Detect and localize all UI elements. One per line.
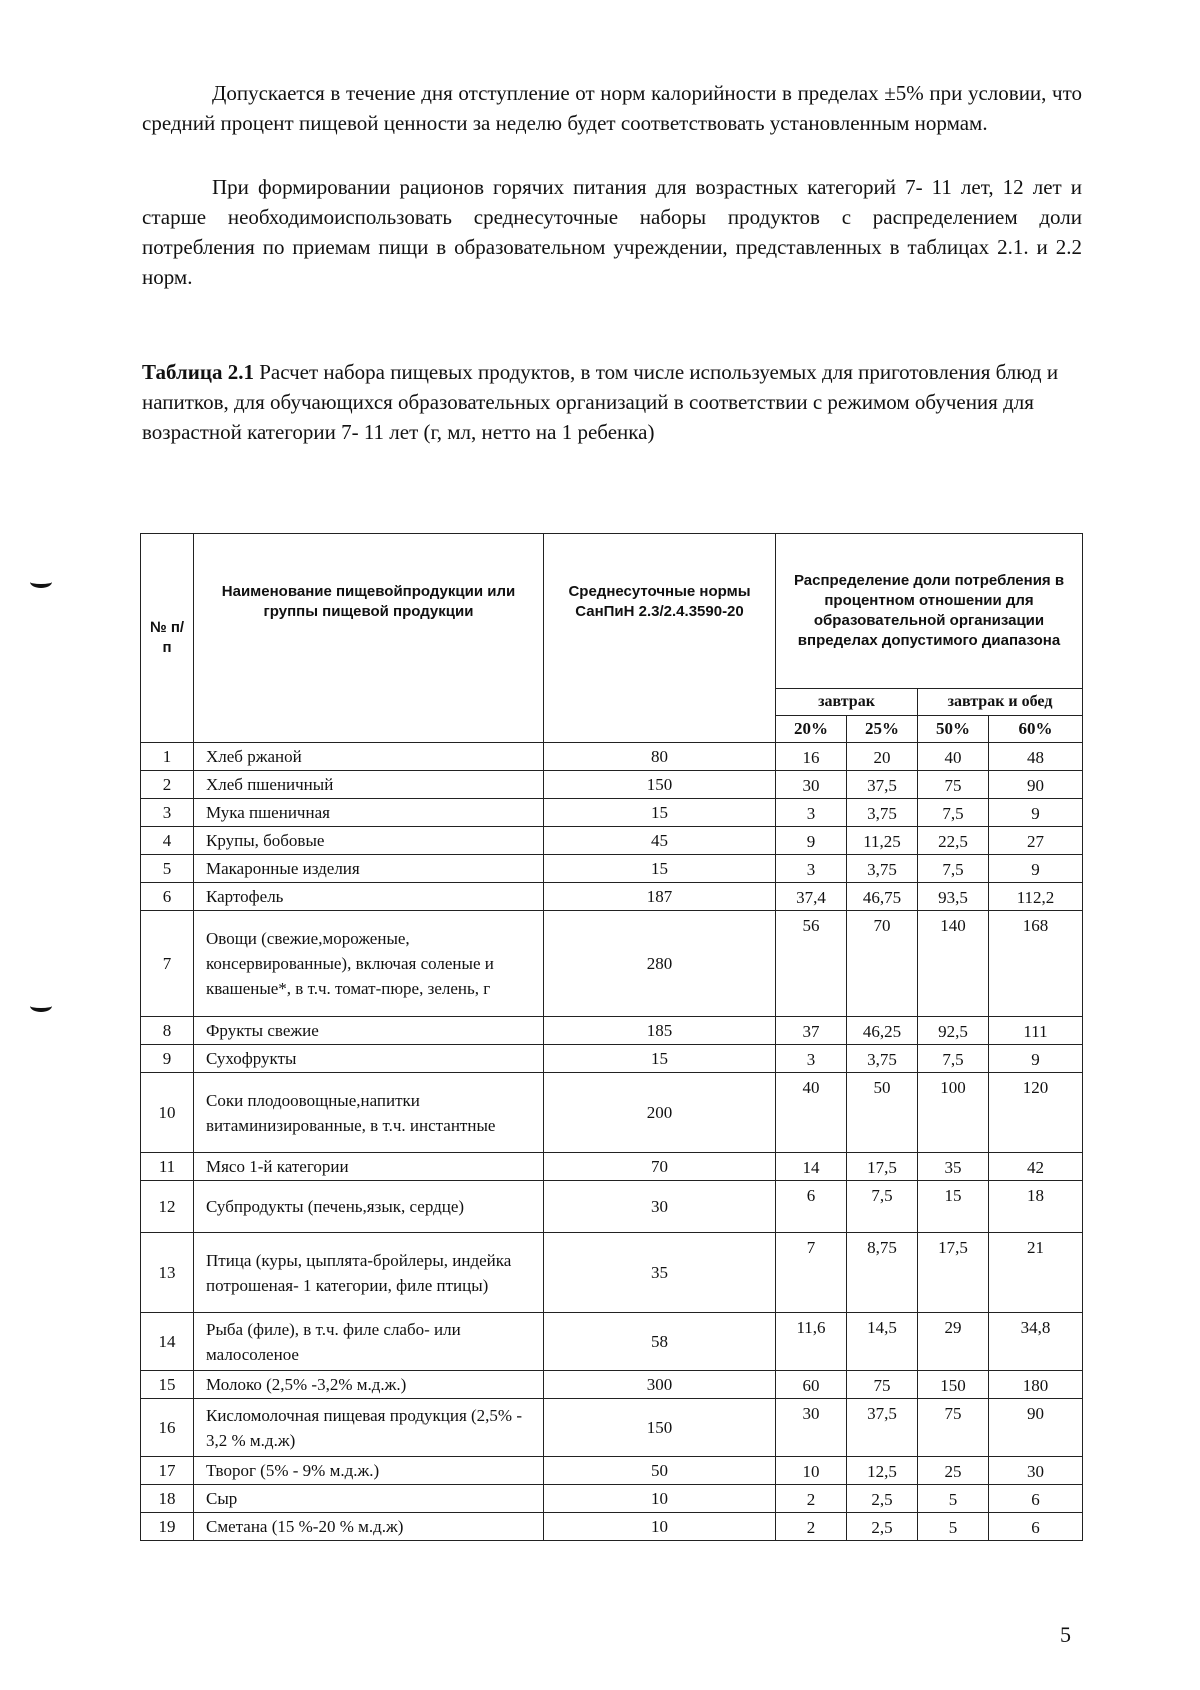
table-row xyxy=(141,1181,1083,1233)
product-name: Сыр xyxy=(194,1485,544,1513)
page-number: 5 xyxy=(1060,1622,1071,1647)
value-25: 3,75 xyxy=(847,1045,918,1073)
table-caption xyxy=(142,357,1082,447)
value-60: 30 xyxy=(989,1457,1083,1485)
daily-norm: 15 xyxy=(544,799,776,827)
table-row xyxy=(141,855,1083,883)
value-60: 180 xyxy=(989,1371,1083,1399)
table-row xyxy=(141,1457,1083,1485)
product-name: Субпродукты (печень,язык, сердце) xyxy=(194,1181,544,1233)
table-row xyxy=(141,1045,1083,1073)
value-25: 14,5 xyxy=(847,1313,918,1371)
value-20: 3 xyxy=(776,1045,847,1073)
value-50: 29 xyxy=(918,1313,989,1371)
daily-norm: 30 xyxy=(544,1181,776,1233)
table-row xyxy=(141,799,1083,827)
value-25: 8,75 xyxy=(847,1233,918,1313)
product-name: Крупы, бобовые xyxy=(194,827,544,855)
value-50: 150 xyxy=(918,1371,989,1399)
table-row xyxy=(141,1485,1083,1513)
row-number: 14 xyxy=(141,1313,194,1371)
value-20: 2 xyxy=(776,1513,847,1541)
value-60: 90 xyxy=(989,1399,1083,1457)
scan-mark xyxy=(30,576,52,588)
table-row xyxy=(141,1313,1083,1371)
row-number: 15 xyxy=(141,1371,194,1399)
value-50: 25 xyxy=(918,1457,989,1485)
value-25: 7,5 xyxy=(847,1181,918,1233)
value-25: 37,5 xyxy=(847,1399,918,1457)
table-row xyxy=(141,1153,1083,1181)
value-60: 48 xyxy=(989,743,1083,771)
daily-norm: 10 xyxy=(544,1513,776,1541)
value-20: 14 xyxy=(776,1153,847,1181)
product-name: Рыба (филе), в т.ч. филе слабо- или малосоленое xyxy=(194,1313,544,1371)
header-pct-25: 25% xyxy=(847,716,918,743)
value-20: 3 xyxy=(776,799,847,827)
value-50: 35 xyxy=(918,1153,989,1181)
value-25: 46,25 xyxy=(847,1017,918,1045)
value-50: 5 xyxy=(918,1485,989,1513)
header-name: Наименование пищевойпродукции или группы пищевой продукции xyxy=(194,534,544,743)
value-50: 22,5 xyxy=(918,827,989,855)
value-25: 3,75 xyxy=(847,799,918,827)
paragraph-ration-formation: При формировании рационов горячих питания для возрастных категорий 7- 11 лет, 12 лет и старше необходимоиспользовать среднесуточные наборы продуктов с распределением доли потребления по приемам пищи в образовательном учреждении, представленных в таблицах 2.1. и 2.2 норм. xyxy=(142,175,1082,289)
product-name: Макаронные изделия xyxy=(194,855,544,883)
table-caption-text: Расчет набора пищевых продуктов, в том числе используемых для приготовления блюд и напитков, для обучающихся образовательных организаций в соответствии с режимом обучения для возрастной категории 7- 11 лет (г, мл, нетто на 1 ребенка) xyxy=(142,360,1059,444)
value-50: 5 xyxy=(918,1513,989,1541)
row-number: 4 xyxy=(141,827,194,855)
table-row xyxy=(141,911,1083,1017)
table-row xyxy=(141,771,1083,799)
value-50: 75 xyxy=(918,771,989,799)
daily-norm: 35 xyxy=(544,1233,776,1313)
value-60: 9 xyxy=(989,799,1083,827)
value-60: 21 xyxy=(989,1233,1083,1313)
value-60: 90 xyxy=(989,771,1083,799)
row-number: 19 xyxy=(141,1513,194,1541)
value-25: 46,75 xyxy=(847,883,918,911)
value-50: 92,5 xyxy=(918,1017,989,1045)
value-50: 40 xyxy=(918,743,989,771)
value-20: 7 xyxy=(776,1233,847,1313)
header-pct-50: 50% xyxy=(918,716,989,743)
product-name: Сметана (15 %-20 % м.д.ж) xyxy=(194,1513,544,1541)
product-name: Молоко (2,5% -3,2% м.д.ж.) xyxy=(194,1371,544,1399)
daily-norm: 70 xyxy=(544,1153,776,1181)
value-50: 17,5 xyxy=(918,1233,989,1313)
daily-norm: 187 xyxy=(544,883,776,911)
value-50: 93,5 xyxy=(918,883,989,911)
product-name: Творог (5% - 9% м.д.ж.) xyxy=(194,1457,544,1485)
value-20: 30 xyxy=(776,771,847,799)
value-50: 7,5 xyxy=(918,855,989,883)
product-name: Картофель xyxy=(194,883,544,911)
value-60: 168 xyxy=(989,911,1083,1017)
table-row xyxy=(141,883,1083,911)
value-20: 10 xyxy=(776,1457,847,1485)
value-60: 34,8 xyxy=(989,1313,1083,1371)
product-name: Кисломолочная пищевая продукция (2,5% - 3,2 % м.д.ж) xyxy=(194,1399,544,1457)
row-number: 17 xyxy=(141,1457,194,1485)
value-25: 20 xyxy=(847,743,918,771)
value-25: 2,5 xyxy=(847,1485,918,1513)
daily-norm: 150 xyxy=(544,1399,776,1457)
table-row xyxy=(141,1513,1083,1541)
value-20: 30 xyxy=(776,1399,847,1457)
value-25: 50 xyxy=(847,1073,918,1153)
daily-norm: 280 xyxy=(544,911,776,1017)
header-breakfast-lunch: завтрак и обед xyxy=(918,689,1083,716)
value-50: 7,5 xyxy=(918,799,989,827)
product-name: Мука пшеничная xyxy=(194,799,544,827)
paragraph-calorie-deviation: Допускается в течение дня отступление от норм калорийности в пределах ±5% при условии, что средний процент пищевой ценности за неделю будет соответствовать установленным нормам. xyxy=(142,81,1082,135)
product-name: Сухофрукты xyxy=(194,1045,544,1073)
value-20: 9 xyxy=(776,827,847,855)
value-25: 3,75 xyxy=(847,855,918,883)
value-25: 75 xyxy=(847,1371,918,1399)
value-20: 3 xyxy=(776,855,847,883)
value-50: 7,5 xyxy=(918,1045,989,1073)
value-25: 11,25 xyxy=(847,827,918,855)
value-60: 6 xyxy=(989,1513,1083,1541)
value-25: 2,5 xyxy=(847,1513,918,1541)
food-norms-table xyxy=(140,533,1083,1541)
table-row xyxy=(141,827,1083,855)
table-row xyxy=(141,1073,1083,1153)
value-20: 6 xyxy=(776,1181,847,1233)
value-20: 56 xyxy=(776,911,847,1017)
product-name: Хлеб пшеничный xyxy=(194,771,544,799)
row-number: 9 xyxy=(141,1045,194,1073)
value-50: 15 xyxy=(918,1181,989,1233)
table-row xyxy=(141,1399,1083,1457)
daily-norm: 50 xyxy=(544,1457,776,1485)
product-name: Фрукты свежие xyxy=(194,1017,544,1045)
value-60: 42 xyxy=(989,1153,1083,1181)
value-50: 140 xyxy=(918,911,989,1017)
product-name: Соки плодоовощные,напитки витаминизированные, в т.ч. инстантные xyxy=(194,1073,544,1153)
row-number: 10 xyxy=(141,1073,194,1153)
header-norm: Среднесуточные нормы СанПиН 2.3/2.4.3590-20 xyxy=(544,534,776,743)
value-20: 2 xyxy=(776,1485,847,1513)
value-50: 75 xyxy=(918,1399,989,1457)
value-60: 27 xyxy=(989,827,1083,855)
row-number: 8 xyxy=(141,1017,194,1045)
row-number: 1 xyxy=(141,743,194,771)
daily-norm: 200 xyxy=(544,1073,776,1153)
value-60: 112,2 xyxy=(989,883,1083,911)
header-pct-20: 20% xyxy=(776,716,847,743)
product-name: Овощи (свежие,мороженые, консервированные), включая соленые и квашеные*, в т.ч. томат-пюре, зелень, г xyxy=(194,911,544,1017)
daily-norm: 15 xyxy=(544,855,776,883)
row-number: 13 xyxy=(141,1233,194,1313)
value-60: 120 xyxy=(989,1073,1083,1153)
daily-norm: 58 xyxy=(544,1313,776,1371)
value-60: 111 xyxy=(989,1017,1083,1045)
daily-norm: 185 xyxy=(544,1017,776,1045)
value-20: 37 xyxy=(776,1017,847,1045)
row-number: 12 xyxy=(141,1181,194,1233)
table-row xyxy=(141,743,1083,771)
daily-norm: 15 xyxy=(544,1045,776,1073)
row-number: 3 xyxy=(141,799,194,827)
value-60: 18 xyxy=(989,1181,1083,1233)
value-20: 16 xyxy=(776,743,847,771)
header-breakfast: завтрак xyxy=(776,689,918,716)
value-60: 9 xyxy=(989,855,1083,883)
row-number: 16 xyxy=(141,1399,194,1457)
value-50: 100 xyxy=(918,1073,989,1153)
row-number: 6 xyxy=(141,883,194,911)
daily-norm: 300 xyxy=(544,1371,776,1399)
table-row xyxy=(141,1233,1083,1313)
row-number: 18 xyxy=(141,1485,194,1513)
value-60: 6 xyxy=(989,1485,1083,1513)
row-number: 11 xyxy=(141,1153,194,1181)
scan-mark xyxy=(30,1000,52,1012)
product-name: Мясо 1-й категории xyxy=(194,1153,544,1181)
product-name: Птица (куры, цыплята-бройлеры, индейка потрошеная- 1 категории, филе птицы) xyxy=(194,1233,544,1313)
header-num: № п/ п xyxy=(141,534,194,743)
product-name: Хлеб ржаной xyxy=(194,743,544,771)
value-25: 12,5 xyxy=(847,1457,918,1485)
row-number: 2 xyxy=(141,771,194,799)
daily-norm: 80 xyxy=(544,743,776,771)
table-body xyxy=(141,743,1083,1541)
row-number: 7 xyxy=(141,911,194,1017)
row-number: 5 xyxy=(141,855,194,883)
daily-norm: 45 xyxy=(544,827,776,855)
table-row xyxy=(141,1371,1083,1399)
value-25: 70 xyxy=(847,911,918,1017)
header-pct-60: 60% xyxy=(989,716,1083,743)
daily-norm: 150 xyxy=(544,771,776,799)
value-20: 60 xyxy=(776,1371,847,1399)
header-distribution: Распределение доли потребления в процентном отношении для образовательной организации впределах допустимого диапазона xyxy=(776,534,1083,689)
table-row xyxy=(141,1017,1083,1045)
daily-norm: 10 xyxy=(544,1485,776,1513)
value-20: 11,6 xyxy=(776,1313,847,1371)
value-20: 37,4 xyxy=(776,883,847,911)
value-25: 37,5 xyxy=(847,771,918,799)
value-25: 17,5 xyxy=(847,1153,918,1181)
value-20: 40 xyxy=(776,1073,847,1153)
value-60: 9 xyxy=(989,1045,1083,1073)
table-caption-label: Таблица 2.1 xyxy=(142,360,254,384)
